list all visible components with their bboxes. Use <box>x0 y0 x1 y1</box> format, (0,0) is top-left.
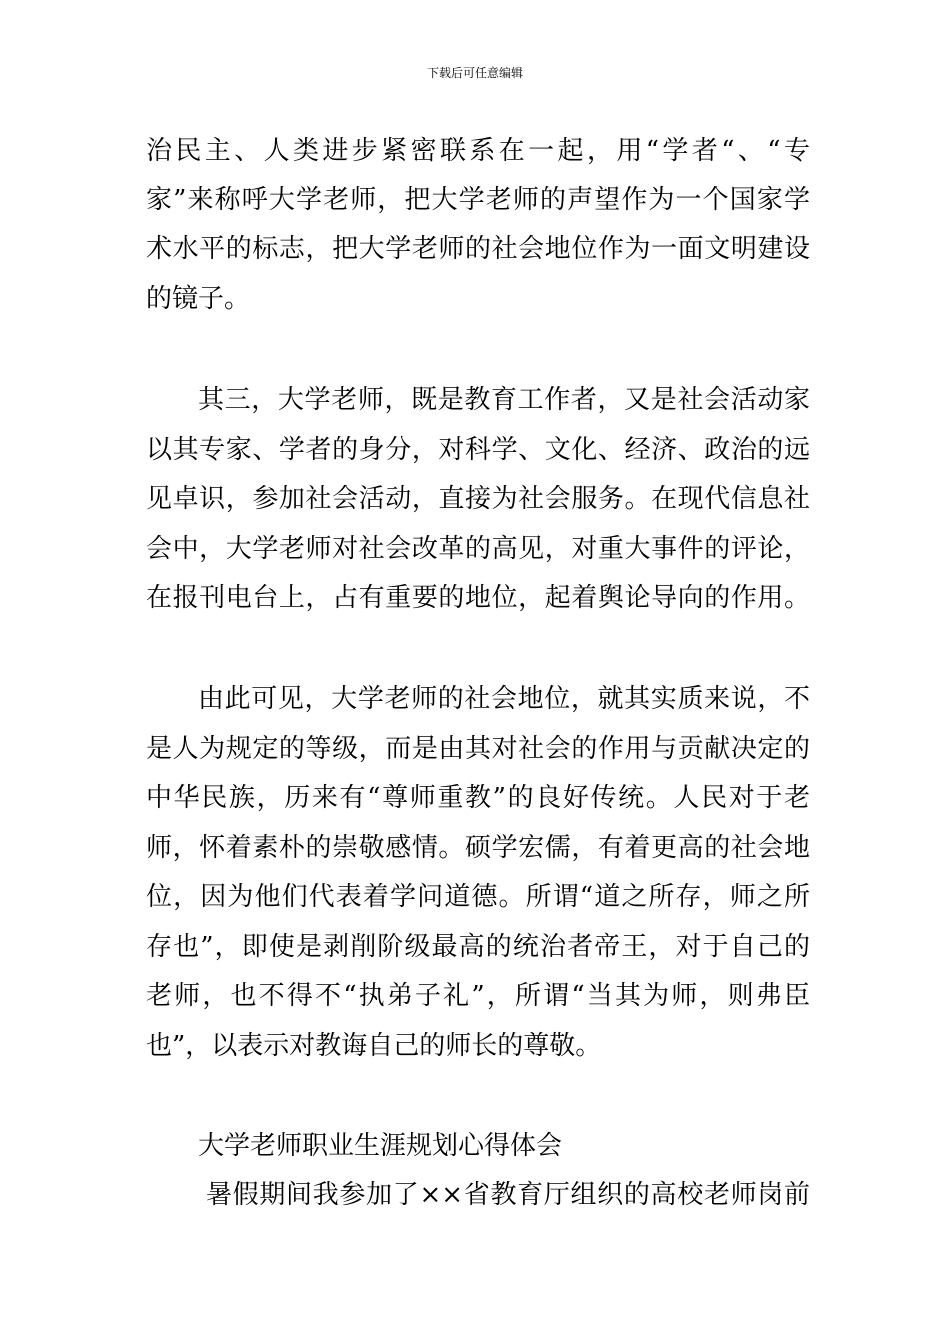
paragraph-line: 由此可见，大学老师的社会地位，就其实质来说，不 <box>198 684 810 714</box>
paragraph-line: 家”来称呼大学老师，把大学老师的声望作为一个国家学 <box>146 185 810 215</box>
paragraph-line: 师，怀着素朴的崇敬感情。硕学宏儒，有着更高的社会地 <box>146 833 810 863</box>
paragraph-line: 会中，大学老师对社会改革的高见，对重大事件的评论， <box>146 534 810 564</box>
paragraph-line: 暑假期间我参加了××省教育厅组织的高校老师岗前 <box>206 1180 810 1210</box>
paragraph-line: 也”，以表示对教诲自己的师长的尊敬。 <box>146 1031 602 1061</box>
paragraph-line: 以其专家、学者的身分，对科学、文化、经济、政治的远 <box>146 435 810 465</box>
paragraph-line: 治民主、人类进步紧密联系在一起，用“学者“、“专 <box>146 136 810 166</box>
page-header: 下载后可任意编辑 <box>426 66 523 80</box>
paragraph-line: 的镜子。 <box>146 284 251 314</box>
paragraph-line: 术水平的标志，把大学老师的社会地位作为一面文明建设 <box>146 234 810 264</box>
paragraph-line: 中华民族，历来有“尊师重教”的良好传统。人民对于老 <box>146 783 810 813</box>
paragraph-line: 位，因为他们代表着学问道德。所谓“道之所存，师之所 <box>146 882 810 912</box>
paragraph-line: 其三，大学老师，既是教育工作者，又是社会活动家 <box>198 385 810 415</box>
paragraph-line: 是人为规定的等级，而是由其对社会的作用与贡献决定的 <box>146 734 810 764</box>
paragraph-line: 存也”，即使是剥削阶级最高的统治者帝王，对于自己的 <box>146 932 810 962</box>
paragraph-line: 老师，也不得不“执弟子礼”，所谓“当其为师，则弗臣 <box>146 981 810 1011</box>
paragraph-line: 见卓识，参加社会活动，直接为社会服务。在现代信息社 <box>146 484 810 514</box>
paragraph-line: 在报刊电台上，占有重要的地位，起着舆论导向的作用。 <box>146 583 810 613</box>
section-heading: 大学老师职业生涯规划心得体会 <box>198 1131 563 1161</box>
